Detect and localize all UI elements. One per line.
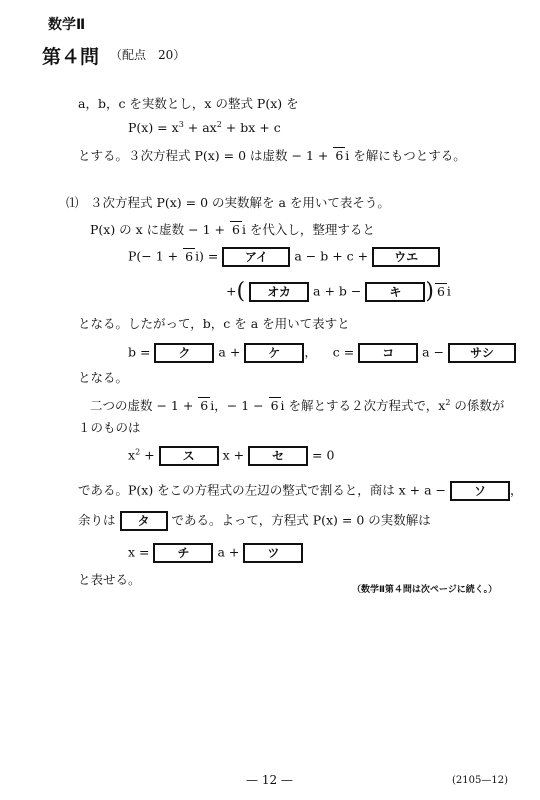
b-c-expressions: b = ク a + ケ ， c = コ a − サシ [128,343,516,363]
closing-line: と表せる。 [78,572,141,587]
part-1-label: ⑴ [66,195,79,210]
problem-title: 第４問 [42,46,100,68]
quadratic-intro: 二つの虚数 − 1 + 6 i，− 1 − 6 i を解とする２次方程式で，$x^2$ の係数が [90,397,505,413]
therefore-line: となる。したがって，b，c を a を用いて表すと [78,316,350,331]
answer-box-ue[interactable]: ウエ [372,247,440,267]
coefficient-line: １のものは [78,420,141,435]
answer-box-ku[interactable]: ク [154,343,214,363]
part-1-question: ３次方程式 P(x) = 0 の実数解を a を用いて表そう。 [90,195,390,210]
answer-box-so[interactable]: ソ [450,481,510,501]
equation-1: P(− 1 + 6 i) = アイ a − b + c + ウエ [128,247,440,267]
intro-line-3: とする。３次方程式 P(x) = 0 は虚数 − 1 + 6 i を解にもつとする。 [78,148,466,163]
intro-line-1: a，b，c を実数とし，x の整式 P(x) を [78,96,299,111]
answer-box-chi[interactable]: チ [153,543,213,563]
answer-box-su[interactable]: ス [159,446,219,466]
continued-note: （数学Ⅱ第４問は次ページに続く。） [352,585,498,595]
answer-box-ko[interactable]: コ [358,343,418,363]
answer-box-oka[interactable]: オカ [249,282,309,302]
naru-line: となる。 [78,370,129,385]
answer-box-se[interactable]: セ [248,446,308,466]
subject-heading: 数学Ⅱ [48,17,86,33]
part-1-substitution: P(x) の x に虚数 − 1 + 6 i を代入し，整理すると [90,222,375,237]
quotient-line: である。P(x) をこの方程式の左辺の整式で割ると，商は x + a − ソ ， [78,481,523,501]
polynomial-definition: $P(x) = x^3 + ax^2$ + bx + c [128,119,281,135]
answer-box-ai[interactable]: アイ [222,247,290,267]
answer-box-tsu[interactable]: ツ [243,543,303,563]
quadratic-equation: $x^2$ + ス x + セ = 0 [128,446,334,466]
remainder-line: 余りは タ である。よって，方程式 P(x) = 0 の実数解は [78,511,431,531]
page-number: — 12 — [246,773,293,787]
document-code: (2105—12) [452,775,508,786]
answer-box-ki[interactable]: キ [365,282,425,302]
answer-box-sashi[interactable]: サシ [448,343,516,363]
points-note: （配点 20） [110,48,186,62]
equation-2: +( オカ a + b − キ ) 6 i [226,279,451,304]
answer-box-ke[interactable]: ケ [244,343,304,363]
answer-box-ta[interactable]: タ [120,511,168,531]
real-solution: x = チ a + ツ [128,543,303,563]
